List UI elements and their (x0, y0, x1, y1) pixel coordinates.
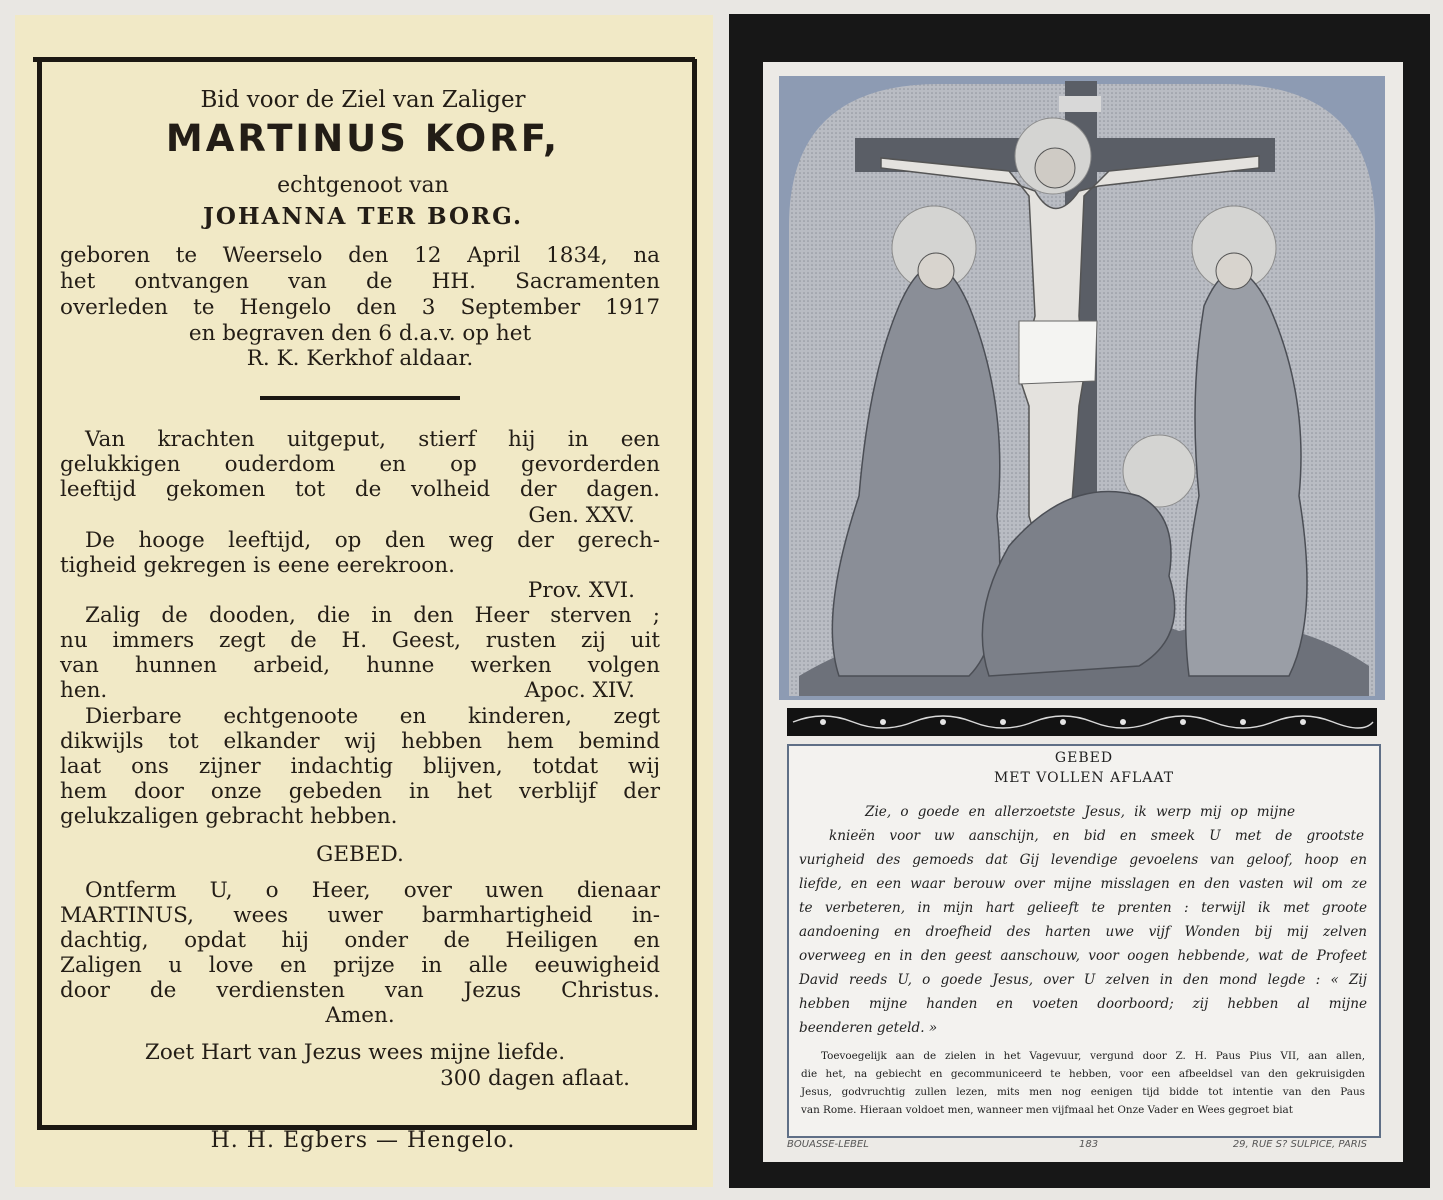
pray-for-line: Bid voor de Ziel van Zaliger (200, 87, 526, 113)
verse-line: van hunnen arbeid, hunne werken volgen (60, 653, 660, 678)
prayer-line: door de verdiensten van Jezus Christus. (60, 978, 660, 1003)
mary-head (918, 253, 954, 289)
prayer-line: David reeds U, o goede Jesus, over U zelven in den mond legde : « Zij (799, 972, 1367, 988)
verse-reference: Apoc. XIV. (524, 678, 635, 703)
prayer-line: overweeg en in den geest aanschouw, voor oogen hebbende, wat de Profeet (799, 948, 1367, 964)
prayer-line: Ontferm U, o Heer, over uwen dienaar (85, 878, 660, 903)
ornamental-band (787, 708, 1377, 736)
prayer-line: Zie, o goede en allerzoetste Jesus, ik werp mij op mijne (865, 804, 1295, 820)
prayer-box-title: GEBED (1054, 750, 1114, 766)
indulgence-note: die het, na gebiecht en gecommuniceerd te hebben, voor een afbeeldsel van den gekruisigden (801, 1068, 1365, 1080)
prayer-box (787, 744, 1381, 1138)
card-inner (763, 62, 1403, 1162)
prayer-title: GEBED. (316, 842, 404, 867)
bio-line: en begraven den 6 d.a.v. op het (188, 321, 532, 346)
verse-line: gelukkigen ouderdom en op gevorderden (60, 452, 660, 477)
prayer-line: knieën voor uw aanschijn, en bid en smeek U met de grootste (829, 828, 1364, 844)
amen: Amen. (325, 1003, 395, 1028)
divider (260, 396, 460, 400)
verse-line: Van krachten uitgeput, stierf hij in een (85, 427, 660, 452)
prayer-line: liefde, en een waar berouw over mijne misslagen en den vasten wil om ze (799, 876, 1367, 892)
verse-line: nu immers zegt de H. Geest, rusten zij uit (60, 628, 660, 653)
prayer-line: Zaligen u love en prijze in alle eeuwigheid (60, 953, 660, 978)
prayer-line: MARTINUS, wees uwer barmhartigheid in- (60, 903, 660, 928)
bio-line: het ontvangen van de HH. Sacramenten (60, 269, 660, 294)
verse-line: tigheid gekregen is eene eerekroon. (60, 553, 455, 578)
bio-line: overleden te Hengelo den 3 September 1917 (60, 295, 660, 320)
crucifixion-engraving (779, 76, 1385, 700)
indulgence-note: van Rome. Hieraan voldoet men, wanneer men vijfmaal het Onze Vader en Wees gegroet biat (801, 1104, 1293, 1116)
closing-line: Zoet Hart van Jezus wees mijne liefde. (144, 1040, 566, 1065)
deceased-name: MARTINUS KORF, (165, 117, 561, 160)
prayer-line: te verbeteren, in mijn hart gelieeft te prenten : terwijl ik met groote (799, 900, 1367, 916)
verse-reference: Gen. XXV. (528, 503, 635, 528)
spouse-name: JOHANNA TER BORG. (202, 203, 523, 230)
verse-line: Dierbare echtgenoote en kinderen, zegt (85, 704, 660, 729)
verse-line: hen. (60, 678, 108, 703)
indulgence-line: 300 dagen aflaat. (440, 1066, 630, 1091)
publisher-address: 29, RUE S? SULPICE, PARIS (1232, 1139, 1367, 1150)
prayer-line: hebben mijne handen en voeten doorboord; zij hebben al mijne (799, 996, 1367, 1012)
verse-line: hem door onze gebeden in het verblijf der (60, 779, 660, 804)
bio-line: R. K. Kerkhof aldaar. (246, 346, 474, 371)
prayer-line: vurigheid des gemoeds dat Gij levendige gevoelens van geloof, hoop en (799, 852, 1367, 868)
verse-line: leeftijd gekomen tot de volheid der dagen. (60, 477, 660, 502)
memorial-card-image (729, 14, 1430, 1188)
verse-line: Zalig de dooden, die in den Heer sterven ; (85, 603, 660, 628)
verse-line: De hooge leeftijd, op den weg der gerech- (85, 528, 660, 553)
publisher-name: BOUASSE-LEBEL (787, 1139, 869, 1150)
christ-head (1035, 148, 1075, 188)
john-head (1216, 253, 1252, 289)
printer-line: H. H. Egbers — Hengelo. (210, 1128, 516, 1153)
verse-reference: Prov. XVI. (527, 578, 635, 603)
verse-line: gelukzaligen gebracht hebben. (60, 804, 398, 829)
spouse-intro: echtgenoot van (277, 173, 449, 198)
verse-line: laat ons zijner indachtig blijven, totdat wij (60, 754, 660, 779)
prayer-line: beenderen geteld. » (799, 1020, 938, 1036)
loincloth (1019, 321, 1097, 384)
verse-line: dikwijls tot elkander wij hebben hem bemind (60, 729, 660, 754)
prayer-box-subtitle: MET VOLLEN AFLAAT (993, 770, 1175, 786)
indulgence-note: Toevoegelijk aan de zielen in het Vagevuur, vergund door Z. H. Paus Pius VII, aan allen, (821, 1050, 1365, 1062)
prayer-line: dachtig, opdat hij onder de Heiligen en (60, 928, 660, 953)
card-number: 183 (1079, 1139, 1099, 1150)
memorial-card-text (15, 15, 713, 1187)
indulgence-note: Jesus, godvruchtig zullen lezen, mits men nog eenigen tijd bidde tot intentie van den Paus (801, 1086, 1365, 1098)
bio-line: geboren te Weerselo den 12 April 1834, na (60, 243, 660, 268)
prayer-line: aandoening en droefheid des harten uwe vijf Wonden bij mij zelven (799, 924, 1367, 940)
inri-plaque (1059, 96, 1101, 112)
